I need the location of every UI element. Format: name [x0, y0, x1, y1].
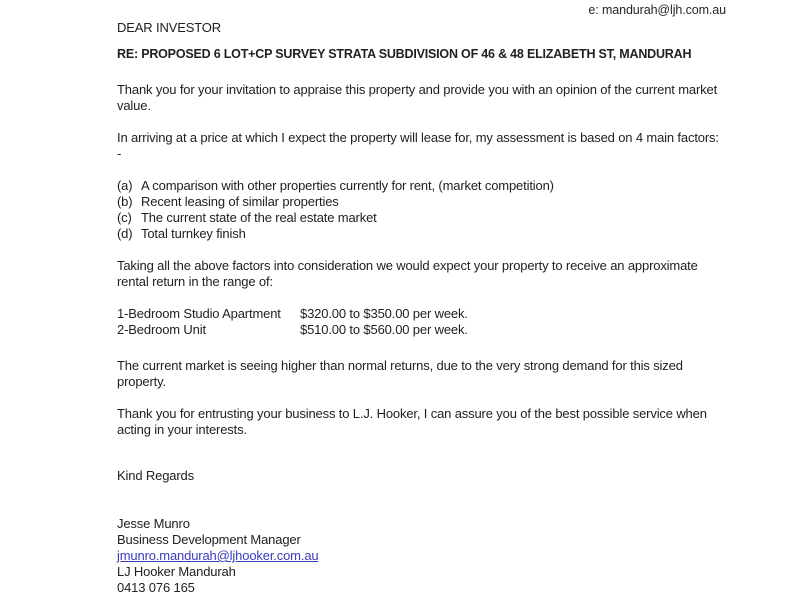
rental-row	[117, 322, 725, 338]
salutation: DEAR INVESTOR	[117, 20, 221, 35]
signature-block	[117, 516, 725, 596]
paragraph-assessment-basis: In arriving at a price at which I expect the property will lease for, my assessment is based on 4 main factors: -	[117, 130, 719, 161]
factors-list	[117, 178, 725, 242]
signature-title: Business Development Manager	[117, 532, 301, 547]
factor-item	[117, 210, 725, 226]
closing-salutation: Kind Regards	[117, 468, 194, 483]
rental-row	[117, 306, 725, 322]
rental-price-range: $510.00 to $560.00 per week.	[300, 322, 468, 337]
factor-text: The current state of the real estate market	[141, 210, 377, 225]
factor-label: (b)	[117, 194, 133, 209]
paragraph-market-returns: The current market is seeing higher than normal returns, due to the very strong demand for this sized property.	[117, 358, 683, 389]
paragraph-thanks: Thank you for entrusting your business to L.J. Hooker, I can assure you of the best possible service when acting in your interests.	[117, 406, 707, 437]
signature-email-link[interactable]: jmunro.mandurah@ljhooker.com.au	[117, 548, 319, 563]
signature-name: Jesse Munro	[117, 516, 190, 531]
factor-text: A comparison with other properties currently for rent, (market competition)	[141, 178, 554, 193]
signature-phone: 0413 076 165	[117, 580, 195, 595]
factor-text: Recent leasing of similar properties	[141, 194, 339, 209]
subject-line: RE: PROPOSED 6 LOT+CP SURVEY STRATA SUBDIVISION OF 46 & 48 ELIZABETH ST, MANDURAH	[117, 47, 692, 61]
factor-label: (c)	[117, 210, 132, 225]
rental-rates-table	[117, 306, 725, 338]
factor-label: (d)	[117, 226, 133, 241]
factor-label: (a)	[117, 178, 133, 193]
factor-item	[117, 194, 725, 210]
letter-body	[117, 20, 725, 596]
header-contact-email: e: mandurah@ljh.com.au	[588, 3, 726, 17]
rental-property-type: 2-Bedroom Unit	[117, 322, 206, 337]
paragraph-rental-expectation: Taking all the above factors into consideration we would expect your property to receive an approximate rental return in the range of:	[117, 258, 698, 289]
rental-property-type: 1-Bedroom Studio Apartment	[117, 306, 281, 321]
signature-company: LJ Hooker Mandurah	[117, 564, 236, 579]
rental-price-range: $320.00 to $350.00 per week.	[300, 306, 468, 321]
paragraph-intro: Thank you for your invitation to appraise this property and provide you with an opinion of the current market value.	[117, 82, 718, 113]
factor-item	[117, 178, 725, 194]
factor-text: Total turnkey finish	[141, 226, 246, 241]
factor-item	[117, 226, 725, 242]
